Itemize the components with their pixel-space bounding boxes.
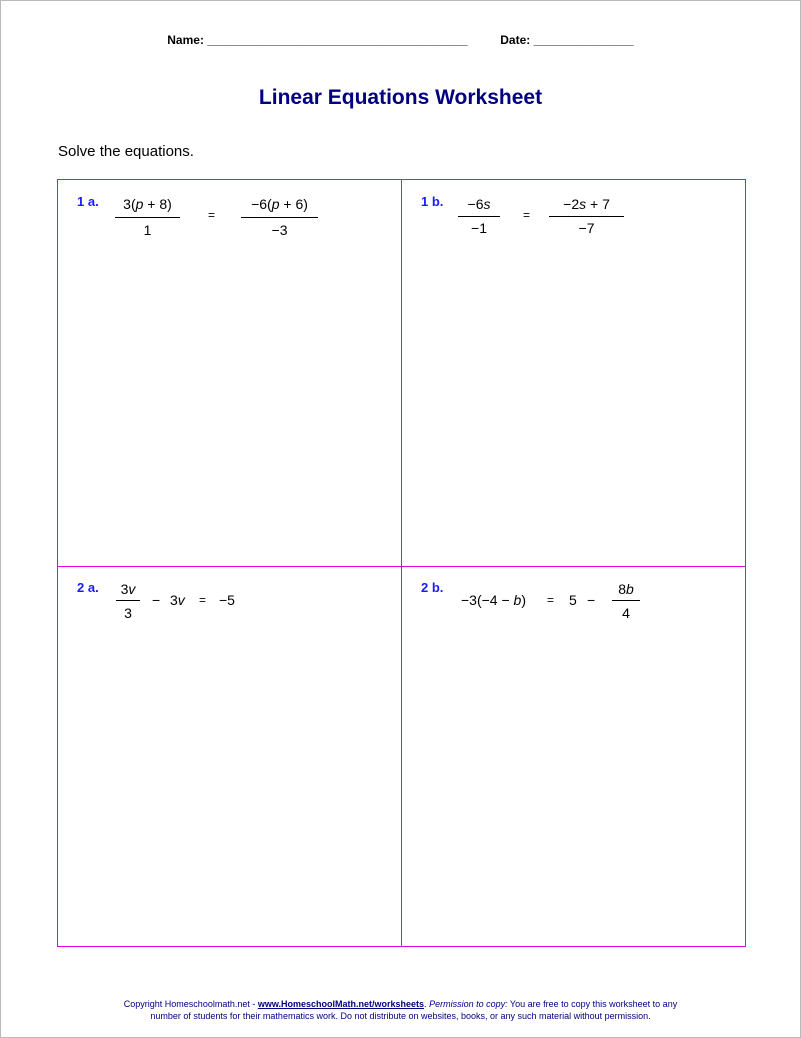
equals-sign: = xyxy=(199,593,207,607)
fraction-numerator: 3v xyxy=(120,581,136,597)
fraction-bar xyxy=(115,217,180,218)
term: 3v xyxy=(170,592,185,608)
rhs-numerator: −2s + 7 xyxy=(563,196,610,212)
fraction-bar xyxy=(241,217,318,218)
fraction-bar xyxy=(549,216,624,217)
problem-2a xyxy=(58,567,401,947)
date-label: Date: xyxy=(500,33,531,47)
rhs-value: −5 xyxy=(219,592,235,608)
equals-sign: = xyxy=(208,208,216,222)
copyright-footer xyxy=(0,998,801,1022)
name-date-line xyxy=(0,33,801,47)
fraction-bar xyxy=(116,600,140,601)
minus-sign: − xyxy=(587,592,596,608)
date-blank: _______________ xyxy=(533,33,634,47)
footer-line-2: number of students for their mathematics work. Do not distribute on websites, books, or any such material without permission. xyxy=(150,1011,651,1021)
rhs-numerator: −6(p + 6) xyxy=(251,196,308,212)
rhs-constant: 5 xyxy=(569,592,577,608)
fraction-denominator: 4 xyxy=(622,605,630,621)
lhs-numerator: −6s xyxy=(467,196,491,212)
lhs-expression: −3(−4 − b) xyxy=(461,592,527,608)
problem-1b xyxy=(402,180,746,566)
fraction-numerator: 8b xyxy=(618,581,634,597)
equals-sign: = xyxy=(523,208,531,222)
instructions: Solve the equations. xyxy=(58,143,194,160)
lhs-denominator: −1 xyxy=(471,220,487,236)
homeschoolmath-link[interactable]: www.HomeschoolMath.net/worksheets xyxy=(257,999,425,1009)
lhs-denominator: 1 xyxy=(143,222,152,238)
footer-line-1: Copyright Homeschoolmath.net - www.HomeschoolMath.net/worksheets. Permission to copy: You are free to copy this worksheet to any xyxy=(123,999,678,1009)
problem-label: 1 b. xyxy=(421,194,444,209)
fraction-bar xyxy=(458,216,500,217)
problem-1a xyxy=(58,180,401,566)
rhs-denominator: −7 xyxy=(578,220,595,236)
problem-grid xyxy=(57,179,746,947)
name-label: Name: xyxy=(167,33,204,47)
rhs-denominator: −3 xyxy=(271,222,288,238)
problem-2b xyxy=(402,567,746,947)
equals-sign: = xyxy=(547,593,555,607)
worksheet-title: Linear Equations Worksheet xyxy=(258,86,543,109)
lhs-numerator: 3(p + 8) xyxy=(123,196,172,212)
minus-sign: − xyxy=(152,592,161,608)
fraction-bar xyxy=(612,600,640,601)
problem-label: 2 b. xyxy=(421,580,444,595)
problem-label: 1 a. xyxy=(77,194,99,209)
fraction-denominator: 3 xyxy=(124,605,132,621)
problem-label: 2 a. xyxy=(77,580,99,595)
name-blank: _______________________________________ xyxy=(207,33,468,47)
